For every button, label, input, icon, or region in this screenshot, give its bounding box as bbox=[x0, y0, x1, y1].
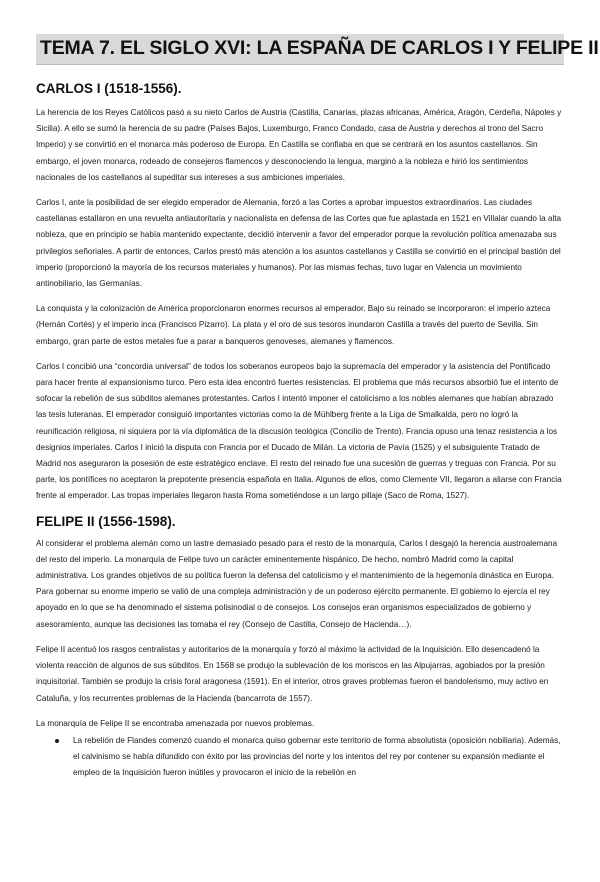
title-banner bbox=[36, 34, 599, 65]
paragraph: La monarquía de Felipe II se encontraba amenazada por nuevos problemas. bbox=[36, 718, 315, 728]
bullet-list bbox=[36, 733, 564, 782]
document-title: TEMA 7. EL SIGLO XVI: LA ESPAÑA DE CARLOS I Y FELIPE II bbox=[40, 37, 599, 59]
paragraph: Carlos I concibió una “concordia universal” de todos los soberanos europeos bajo la supremacía del emperador y la asistencia del Pontificado para hacer frente al expansionismo turco. Pero esta idea encontró fuertes resistencias. El problema que más recursos absorbió fue el intento de sofocar la rebelión de sus súbditos alemanes protestantes. Carlos I intentó imponer el catolicismo a los nobles alemanes que habían abrazado las tesis luteranas. El emperador consiguió importantes victorias como la de Mühlberg frente a la Liga de Smalkalda, pero no logró la reunificación religiosa, ni siquiera por la vía diplomática de la discusión teológica (Concilio de Trento). Francia opuso una tenaz resistencia a los designios imperiales. Carlos I inició la disputa con Francia por el Ducado de Milán. La victoria de Pavía (1525) y el subsiguiente Tratado de Madrid nos aseguraron la posesión de este estratégico enclave. El resto del reinado fue una sucesión de guerras y treguas con Francia. Por su parte, los pontífices no aceptaron la prepotente presencia española en Italia. Algunos de ellos, como Clemente VII, llegaron a aliarse con Francia frente al emperador. Las tropas imperiales llegaron hasta Roma sometiéndose a un largo pillaje (Saco de Roma, 1527). bbox=[36, 361, 562, 501]
bullet-item: La rebelión de Flandes comenzó cuando el monarca quiso gobernar este territorio de forma absolutista (oposición nobiliaria). Además, el calvinismo se había difundido con éxito por las provincias del norte y los intentos del rey por contener su expansión mediante el empleo de la Inquisición fueron inútiles y provocaron el inicio de la rebelión en bbox=[66, 733, 564, 782]
paragraph: Felipe II acentuó los rasgos centralistas y autoritarios de la monarquía y forzó al máximo la actividad de la Inquisición. Ello desencadenó la violenta reacción de algunos de sus súbditos. En 1568 se produjo la sublevación de los moriscos en las Alpujarras, agobiados por la presión inquisitorial. También se produjo la crisis foral aragonesa (1591). En el interior, otros graves problemas fueron el bandolerismo, muy activo en Cataluña, y los recurrentes problemas de la Hacienda (bancarrota de 1557). bbox=[36, 644, 549, 703]
paragraph: La herencia de los Reyes Católicos pasó a su nieto Carlos de Austria (Castilla, Canarias, plazas africanas, América, Aragón, Cerdeña, Nápoles y Sicilia). A ello se sumó la herencia de su padre (Países Bajos, Luxemburgo, Franco Condado, casa de Austria y derechos al trono del Sacro Imperio) y se convirtió en el monarca más poderoso de Europa. En Castilla se confiaba en que se centrará en los asuntos castellanos. Sin embargo, el joven monarca, rodeado de consejeros flamencos y desconociendo la lengua, marginó a la nobleza e hirió los sentimientos nacionales de los castellanos al supeditar sus intereses a sus ambiciones imperiales. bbox=[36, 108, 562, 182]
section-carlos-i bbox=[36, 81, 564, 505]
section-heading: FELIPE II (1556-1598). bbox=[36, 513, 176, 529]
section-heading: CARLOS I (1518-1556). bbox=[36, 81, 182, 96]
paragraph: Al considerar el problema alemán como un lastre demasiado pesado para el resto de la monarquía, Carlos I desgajó la herencia austroalemana del resto del imperio. La monarquía de Felipe tuvo un carácter eminentemente hispánico. De hecho, nombró Madrid como la capital administrativa. Los grandes objetivos de su política fueron la defensa del catolicismo y el mantenimiento de la hegemonía dinástica en Europa. Para gobernar su enorme imperio se valió de una compleja administración y de un poderoso ejército permanente. El gobierno lo ejercía el rey apoyado en lo que se ha denominado el sistema polisinodial o de consejos. Los consejos eran organismos especializados de gobierno y asesoramiento, aunque las decisiones las tomaba el rey (Consejo de Castilla, Consejo de Hacienda…). bbox=[36, 538, 558, 629]
paragraph: La conquista y la colonización de América proporcionaron enormes recursos al emperador. Bajo su reinado se incorporaron: el imperio azteca (Hernán Cortés) y el imperio inca (Francisco Pizarro). La plata y el oro de sus tesoros inundaron Castilla a través del puerto de Sevilla. Sin embargo, gran parte de estos metales fue a parar a banqueros genoveses, alemanes y flamencos. bbox=[36, 304, 551, 346]
section-felipe-ii bbox=[36, 514, 564, 782]
document-page bbox=[0, 34, 600, 882]
paragraph: Carlos I, ante la posibilidad de ser elegido emperador de Alemania, forzó a las Cortes a aprobar impuestos extraordinarios. Las ciudades castellanas estallaron en una revuelta antiautoritaria y nacionalista en defensa de las Cortes que fue aplastada en 1521 en Villalar cuando la alta nobleza, que en principio se había mantenido expectante, decidió intervenir a favor del emperador porque la revolución política amenazaba sus privilegios señoriales. A partir de entonces, Carlos prestó más atención a los asuntos castellanos y Castilla se convirtió en el principal bastión del imperio (proporcionó la mayoría de los recursos materiales y humanos). Por las mismas fechas, tuvo lugar en Valencia un movimiento antinobiliario, las Germanías. bbox=[36, 198, 562, 289]
